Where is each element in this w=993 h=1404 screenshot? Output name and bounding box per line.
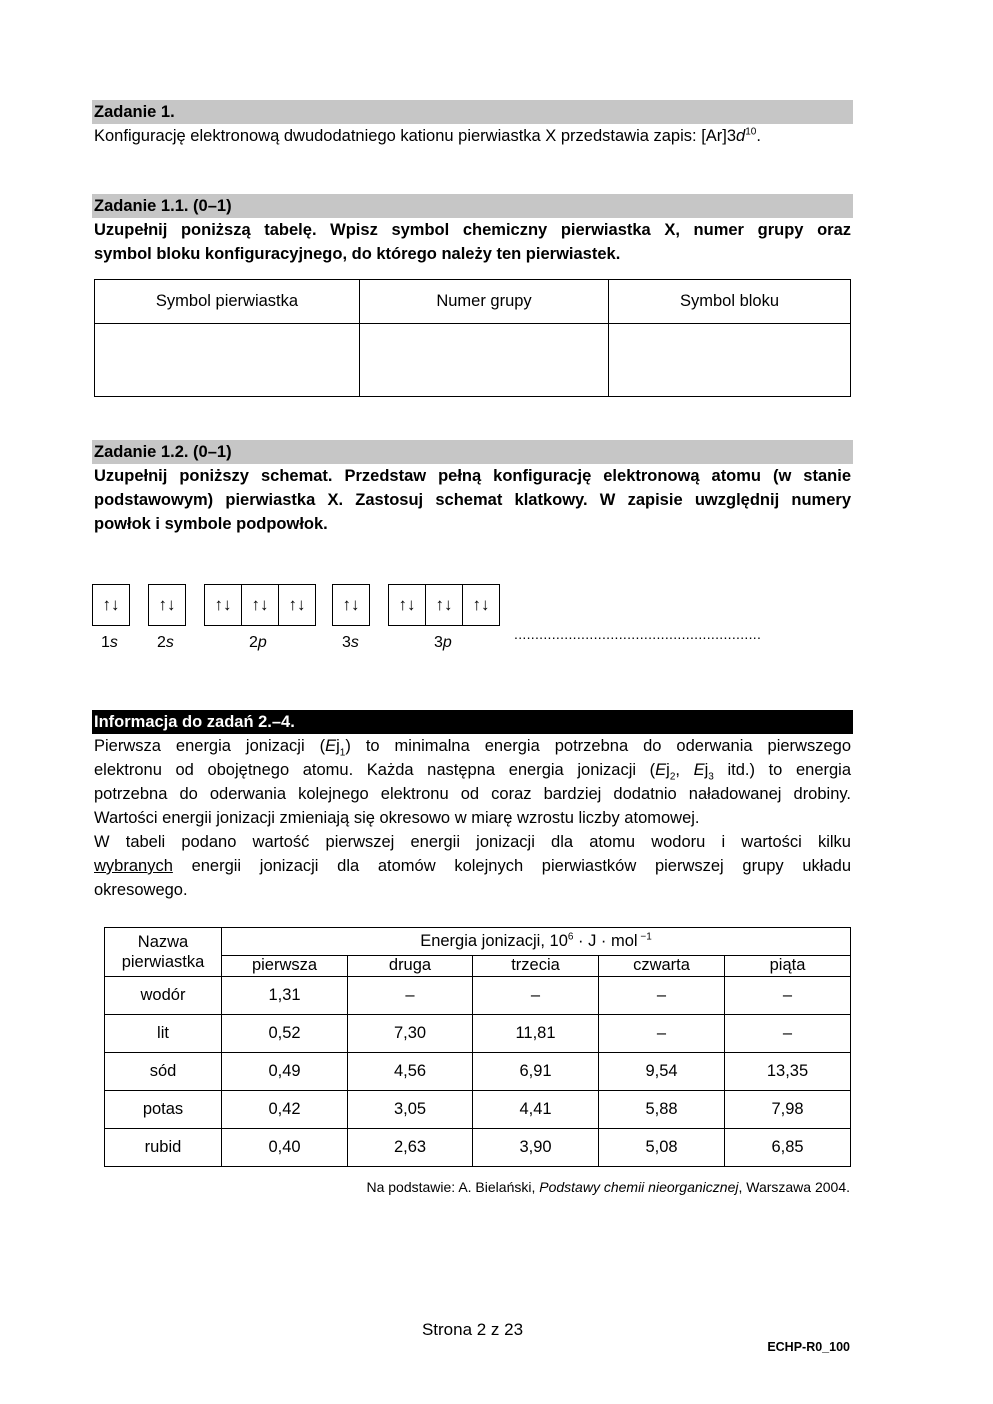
subshell-label-2s: 2s: [157, 634, 174, 651]
task1-header-bar: [92, 100, 853, 124]
subshell-label-1s: 1s: [101, 634, 118, 651]
table-row: lit 0,52 7,30 11,81 – –: [105, 1015, 851, 1053]
orbital-cell: ↑↓: [462, 585, 499, 625]
info-text: Pierwsza energia jonizacji $(Ej_1)$ to minimalna energia potrzebna do oderwania pierwszego elektronu od obojętnego atomu. Każda następna energia jonizacji ($Ej_2$, $Ej_3$ itd.) to energia potrzebna do oderwania kolejnego elektronu od coraz bardziej dodatnio naładowanej drobiny. Wartości energii jonizacji zmieniają się okresowo w miarę wzrostu liczby atomowej. W tabeli podano wartość pierwszej energii jonizacji dla atomu wodoru i wartości kilku wybranych energii jonizacji dla atomów kolejnych pierwiastków pierwszej grupy układu okresowego.: [94, 737, 852, 899]
orbital-cell: ↑↓: [158, 595, 176, 614]
task1-2-header: Zadanie 1.2. (0–1): [94, 443, 232, 461]
table-row: potas 0,42 3,05 4,41 5,88 7,98: [105, 1091, 851, 1129]
table-row: rubid 0,40 2,63 3,90 5,08 6,85: [105, 1129, 851, 1167]
subshell-label-2p: 2p: [249, 634, 267, 651]
ionization-energy-table: [104, 927, 851, 1167]
orbital-cell: ↑↓: [425, 585, 462, 625]
column-header-ej4: czwarta: [599, 955, 725, 976]
task1-2-instructions: Uzupełnij poniższy schemat. Przedstaw pełną konfigurację elektronową atomu (w stanie podstawowym) pierwiastka X. Zastosuj schemat klatkowy. W zapisie uwzględnij numery powłok i symbole podpowłok.: [94, 467, 851, 533]
column-header-ej1: pierwsza: [222, 955, 348, 976]
column-header-element-name: Nazwa pierwiastka: [105, 928, 222, 977]
subshell-label-3s: 3s: [342, 634, 359, 651]
orbital-box-3s: [332, 584, 370, 626]
orbital-cell: ↑↓: [342, 595, 360, 614]
column-header-group: Numer grupy: [360, 280, 609, 324]
orbital-box-1s: [92, 584, 130, 626]
answer-cell-group[interactable]: [360, 324, 609, 397]
answer-cell-block[interactable]: [609, 324, 851, 397]
answer-cell-symbol[interactable]: [95, 324, 360, 397]
orbital-cell: ↑↓: [214, 595, 232, 614]
task1-2-header-bar: [92, 440, 853, 464]
task1-1-instructions: Uzupełnij poniższą tabelę. Wpisz symbol chemiczny pierwiastka X, numer grupy oraz symbol bloku konfiguracyjnego, do którego należy ten pierwiastek.: [94, 221, 851, 263]
exam-code: ECHP-R0_100: [767, 1340, 850, 1354]
task1-header: Zadanie 1.: [94, 103, 175, 121]
table-row: wodór 1,31 – – – –: [105, 977, 851, 1015]
answer-dotted-line[interactable]: ...........................................................: [514, 626, 762, 642]
info-header-bar: [92, 710, 853, 734]
column-header-energy: Energia jonizacji, $10^6 \cdot J$ · mol $^{-1}$: [222, 928, 851, 956]
orbital-cell: ↑↓: [398, 595, 416, 614]
subshell-label-3p: 3p: [434, 634, 452, 651]
task1-text: Konfigurację elektronową dwudodatniego kationu pierwiastka X przedstawia zapis: $[Ar]3d^{10}$.: [94, 126, 761, 145]
table-source-note: Na podstawie: A. Bielański, Podstawy chemii nieorganicznej, Warszawa 2004.: [366, 1179, 850, 1195]
info-header: Informacja do zadań 2.–4.: [94, 713, 295, 731]
column-header-ej2: druga: [348, 955, 473, 976]
table-row: sód 0,49 4,56 6,91 9,54 13,35: [105, 1053, 851, 1091]
orbital-box-2s: [148, 584, 186, 626]
column-header-ej3: trzecia: [473, 955, 599, 976]
page-number: Strona 2 z 23: [421, 1320, 524, 1339]
task1-1-header-bar: [92, 194, 853, 218]
column-header-symbol: Symbol pierwiastka: [95, 280, 360, 324]
orbital-cell: ↑↓: [241, 585, 278, 625]
task1-1-header: Zadanie 1.1. (0–1): [94, 197, 232, 215]
column-header-block: Symbol bloku: [609, 280, 851, 324]
orbital-box-2p: [204, 584, 316, 626]
orbital-cell: ↑↓: [278, 585, 315, 625]
orbital-box-3p: [388, 584, 500, 626]
orbital-cell: ↑↓: [102, 595, 120, 614]
task1-1-answer-table: [94, 279, 851, 397]
column-header-ej5: piąta: [725, 955, 851, 976]
